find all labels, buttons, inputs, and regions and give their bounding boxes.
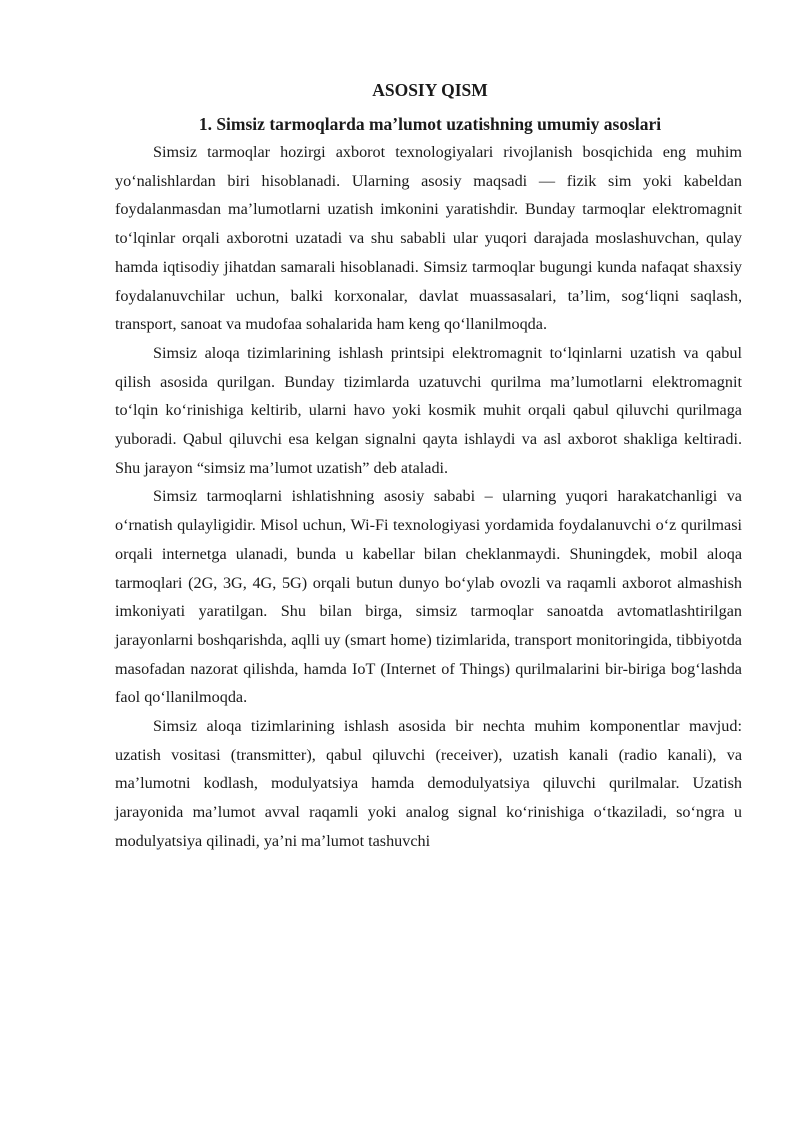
body-paragraph-4: Simsiz aloqa tizimlarining ishlash asosida bir nechta muhim komponentlar mavjud: uzatish vositasi (transmitter), qabul qiluvchi (receiver), uzatish kanali (radio kanali), va ma’lumotni kodlash, modulyatsiya hamda demodulyatsiya qiluvchi qurilmalar. Uzatish jarayonida ma’lumot avval raqamli yoki analog signal ko‘rinishiga o‘tkaziladi, so‘ngra u modulyatsiya qilinadi, ya’ni ma’lumot tashuvchi [115,717,742,850]
body-paragraph-3: Simsiz tarmoqlarni ishlatishning asosiy sababi – ularning yuqori harakatchanligi va o‘rnatish qulayligidir. Misol uchun, Wi-Fi texnologiyasi yordamida foydalanuvchi o‘z qurilmasi orqali internetga ulanadi, bunda u kabellar bilan cheklanmaydi. Shuningdek, mobil aloqa tarmoqlari (2G, 3G, 4G, 5G) orqali butun dunyo bo‘ylab ovozli va raqamli axborot almashish imkoniyati yaratilgan. Shu bilan birga, simsiz tarmoqlar sanoatda avtomatlashtirilgan jarayonlarni boshqarishda, aqlli uy (smart home) tizimlarida, transport monitoringida, tibbiyotda masofadan nazorat qilishda, hamda IoT (Internet of Things) qurilmalarini bir-biriga bog‘lashda faol qo‘llanilmoqda. [115,487,742,707]
main-heading: ASOSIY QISM [372,80,488,100]
section-heading: 1. Simsiz tarmoqlarda ma’lumot uzatishning umumiy asoslari [198,114,662,134]
body-paragraph-2: Simsiz aloqa tizimlarining ishlash printsipi elektromagnit to‘lqinlarni uzatish va qabul qilish asosida qurilgan. Bunday tizimlarda uzatuvchi qurilma ma’lumotlarni elektromagnit to‘lqin ko‘rinishiga keltirib, ularni havo yoki kosmik muhit orqali qabul qiluvchi qurilmaga yuboradi. Qabul qiluvchi esa kelgan signalni qayta ishlaydi va asl axborot shakliga keltiradi. Shu jarayon “simsiz ma’lumot uzatish” deb ataladi. [115,343,742,477]
body-paragraph-1: Simsiz tarmoqlar hozirgi axborot texnologiyalari rivojlanish bosqichida eng muhim yo‘nalishlardan biri hisoblanadi. Ularning asosiy maqsadi — fizik sim yoki kabeldan foydalanmasdan ma’lumotlarni uzatish imkonini yaratishdir. Bunday tarmoqlar elektromagnit to‘lqinlar orqali axborotni uzatadi va shu sababli ular yuqori darajada moslashuvchan, qulay hamda iqtisodiy jihatdan samarali hisoblanadi. Simsiz tarmoqlar bugungi kunda nafaqat shaxsiy foydalanuvchilar uchun, balki korxonalar, davlat muassasalari, ta’lim, sog‘liqni saqlash, transport, sanoat va mudofaa sohalarida ham keng qo‘llanilmoqda. [115,143,742,334]
